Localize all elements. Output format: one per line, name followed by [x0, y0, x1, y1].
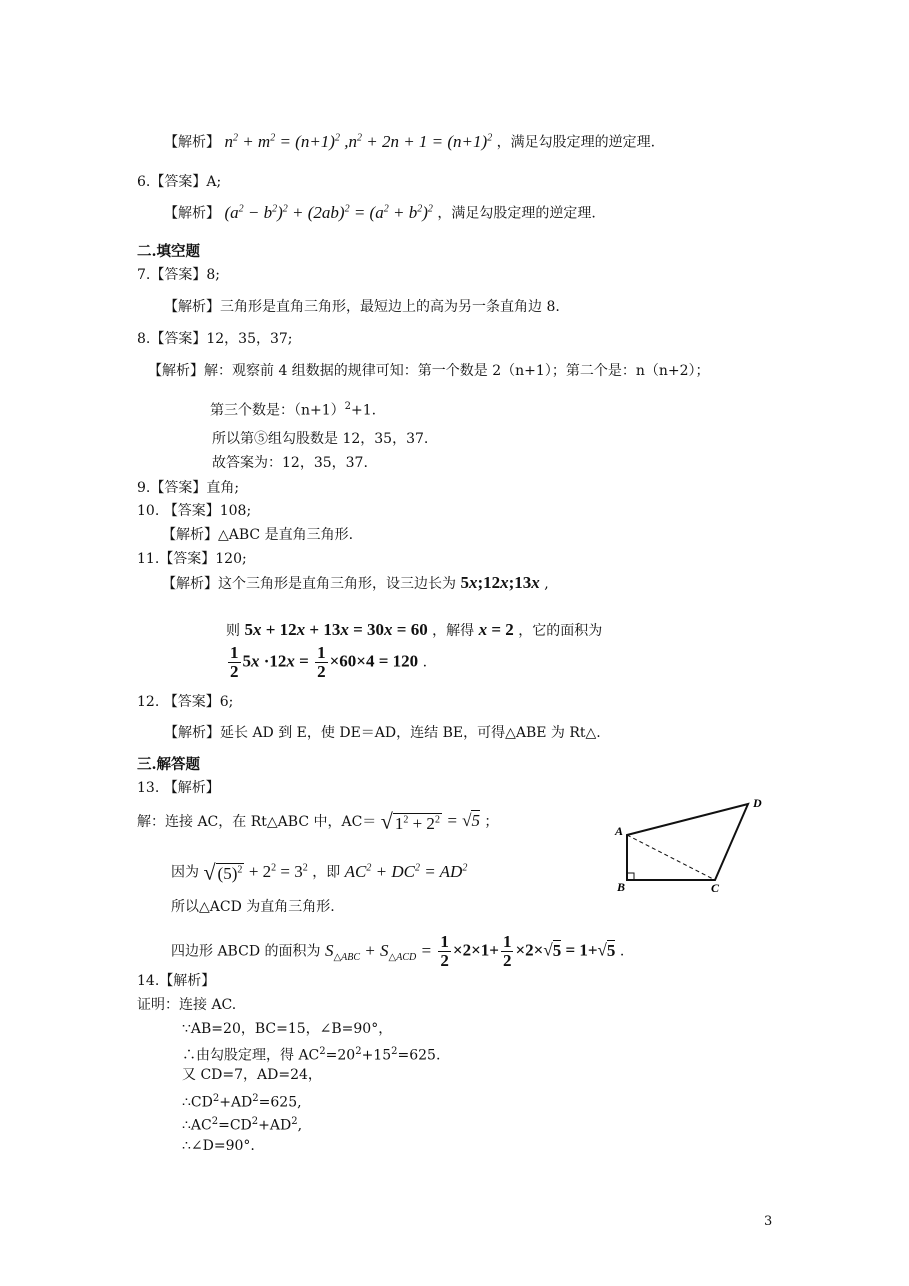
- analysis-label: 【解析】: [164, 134, 220, 151]
- figure-diagonal-ac: [627, 835, 715, 880]
- q8-text2b: +1.: [351, 402, 377, 419]
- q13-area-s: $S_{\triangle ABC} + S_{\triangle ACD}$ =: [324, 940, 432, 963]
- q6-formula: $(a^2 - b^2)^2 + (2ab)^2 = (a^2 + b^2)^2$: [224, 202, 433, 222]
- fraction: $\frac{1}{2}$: [440, 932, 449, 970]
- q12-ans: 6;: [219, 694, 234, 710]
- answer-label: 【答案】: [163, 694, 220, 710]
- q10-answer: [137, 501, 251, 521]
- q11-num: 11.: [137, 551, 160, 567]
- analysis-label: 【解析】: [164, 725, 220, 741]
- q8-text1: 解：观察前 4 组数据的规律可知：第一个数是 2（n+1）；第二个是：n（n+2）；: [204, 363, 710, 379]
- q8-line3: 所以第⑤组勾股数是 12，35，37.: [212, 431, 429, 447]
- q7-ans: 8;: [206, 267, 220, 283]
- label-c: C: [711, 881, 720, 893]
- q6-tail: ，满足勾股定理的逆定理.: [437, 205, 596, 222]
- analysis-label: 【解析】: [162, 576, 218, 592]
- q11-area-a: 5x ·12x =: [242, 651, 314, 671]
- q9-num: 9.: [137, 480, 151, 496]
- q11-analysis: 【解析】这个三角形是直角三角形，设三边长为 5x;12x;13x ,: [162, 573, 549, 592]
- q13-sqrt: √ $1^2 + 2^2$: [380, 808, 440, 834]
- fraction: $\frac{1}{2}$: [230, 643, 239, 681]
- q11-line2a: 则: [226, 623, 240, 639]
- q8-num: 8.: [137, 331, 151, 347]
- section-title-fill: 二.填空题: [137, 243, 201, 260]
- q11-answer: [137, 549, 247, 569]
- fraction: $\frac{1}{2}$: [317, 643, 326, 681]
- q13-l1b: ；: [484, 813, 499, 830]
- q12-answer: [137, 692, 233, 712]
- q14-line2: ∵AB=20，BC=15，∠B=90°，: [182, 1021, 393, 1037]
- q6-num: 6.: [137, 174, 151, 190]
- q13-l2a: 因为: [171, 864, 199, 881]
- q8-analysis: [148, 361, 710, 381]
- q13-l2b: ，即: [312, 864, 341, 881]
- q11-line2: [226, 620, 602, 641]
- q13-line3: 所以△ACD 为直角三角形.: [171, 899, 335, 915]
- q7-answer: [137, 265, 220, 285]
- analysis-label: 【解析】: [163, 780, 220, 796]
- figure-outline: [627, 804, 748, 880]
- q13-area-b: ×2×√5 = 1+√5: [515, 940, 616, 960]
- fraction: $\frac{1}{2}$: [502, 932, 512, 970]
- q14-line4: 又 CD=7，AD=24，: [182, 1067, 322, 1083]
- q12-num: 12.: [137, 694, 160, 710]
- label-d: D: [753, 796, 762, 810]
- q8-text2a: 第三个数是：（n+1）: [210, 402, 345, 419]
- q14-line5: $\therefore CD^2+AD^2=625$,: [182, 1093, 302, 1111]
- q10-text: △ABC 是直角三角形.: [218, 527, 354, 543]
- q13-line2: [171, 858, 467, 884]
- label-b: B: [617, 880, 626, 893]
- q13-l1a: 解：连接 AC，在 Rt△ABC 中，AC＝: [137, 813, 377, 830]
- q12-analysis: [164, 723, 601, 743]
- answer-label: 【答案】: [159, 551, 216, 567]
- quadrilateral-figure: [605, 793, 775, 893]
- q13-eq2: + $2^2 = 3^2$: [248, 861, 308, 881]
- answer-label: 【答案】: [150, 267, 207, 283]
- analysis-label: 【解析】: [164, 205, 220, 222]
- q7-text: 三角形是直角三角形，最短边上的高为另一条直角边 8.: [220, 299, 560, 315]
- page-number: 3: [764, 1214, 773, 1229]
- answer-label: 【答案】: [150, 480, 207, 496]
- q13-area-a: ×2×1+: [452, 940, 499, 960]
- q13-num: 13.: [137, 780, 160, 796]
- q14-line6: $\therefore AC^2=CD^2+AD^2$,: [182, 1116, 303, 1134]
- analysis-label: 【解析】: [159, 973, 216, 989]
- section-title-solve: 三.解答题: [137, 756, 201, 773]
- q11-line2b: ，解得: [432, 623, 475, 639]
- q11-x: x = 2: [478, 620, 514, 639]
- q6-analysis: [164, 199, 596, 224]
- right-angle-mark: [627, 873, 634, 880]
- q11-sides: 5x;12x;13x: [460, 573, 540, 592]
- q11-text: 这个三角形是直角三角形，设三边长为: [218, 576, 456, 592]
- q12-text: 延长 AD 到 E，使 DE＝AD，连结 BE，可得△ABE 为 Rt△.: [220, 725, 601, 741]
- q8-line4: 故答案为：12，35，37.: [212, 455, 368, 471]
- analysis-label: 【解析】: [162, 527, 218, 543]
- q11-eq: 5x + 12x + 13x = 30x = 60: [244, 620, 428, 639]
- answer-label: 【答案】: [163, 503, 220, 519]
- analysis-label: 【解析】: [164, 299, 220, 315]
- q14-header: [137, 971, 215, 991]
- q14-l5: ∴CD: [182, 1094, 213, 1111]
- q9-answer: [137, 478, 239, 498]
- q10-num: 10.: [137, 503, 160, 519]
- q11-area-b: ×60×4 = 120: [329, 651, 419, 671]
- q14-l6: ∴AC: [182, 1117, 212, 1134]
- q7-analysis: [164, 297, 560, 317]
- label-a: A: [615, 824, 624, 838]
- q14-line3: ∴由勾股定理，得 $AC^2=20^2+15^2=625$.: [182, 1046, 441, 1064]
- q5-tail: ，满足勾股定理的逆定理.: [496, 134, 656, 151]
- answer-label: 【答案】: [150, 331, 207, 347]
- q11-area: $\frac{1}{2}$ 5x ·12x = $\frac{1}{2}$ ×60×4 = 120 .: [230, 643, 428, 681]
- analysis-label: 【解析】: [148, 363, 204, 379]
- q8-line2: [210, 397, 376, 421]
- q13-header: [137, 778, 220, 798]
- q8-ans: 12，35，37;: [206, 331, 293, 347]
- answer-label: 【答案】: [150, 174, 207, 190]
- q11-line2c: ，它的面积为: [518, 623, 603, 639]
- q14-line7: ∴∠D=90°.: [182, 1138, 255, 1154]
- q8-text2sup: 2: [344, 401, 352, 412]
- q13-eq1: = √5: [446, 810, 480, 830]
- q10-analysis: [162, 525, 353, 545]
- q9-ans: 直角;: [206, 480, 240, 496]
- q13-line1: [137, 810, 498, 834]
- q11-ans: 120;: [215, 551, 247, 567]
- q14-line1: 证明：连接 AC.: [137, 997, 237, 1013]
- q13-eq3: $AC^2 + DC^2 = AD^2$: [344, 861, 468, 881]
- q6-answer: [137, 172, 221, 192]
- q6-ans: A;: [206, 174, 222, 190]
- q10-ans: 108;: [219, 503, 252, 519]
- q5-formula: $n^2 + m^2 = (n+1)^2$ $,n^2 + 2n + 1 = (n+1)^2$: [224, 131, 493, 151]
- q14-l3: ∴由勾股定理，得 AC: [182, 1047, 320, 1064]
- q13-line4: 四边形 ABCD 的面积为 $S_{\triangle ABC} + S_{\triangle ACD}$ = $\frac{1}{2}$ ×2×1+ $\frac{1}{2}$ ×2×√5 = 1+√5 .: [171, 932, 625, 970]
- q8-answer: [137, 329, 293, 349]
- q14-num: 14.: [137, 973, 160, 989]
- q13-sqrt2: √ $(5)^2$: [203, 859, 243, 885]
- q7-num: 7.: [137, 267, 151, 283]
- q13-l4: 四边形 ABCD 的面积为: [171, 943, 321, 960]
- q5-analysis: [164, 128, 655, 153]
